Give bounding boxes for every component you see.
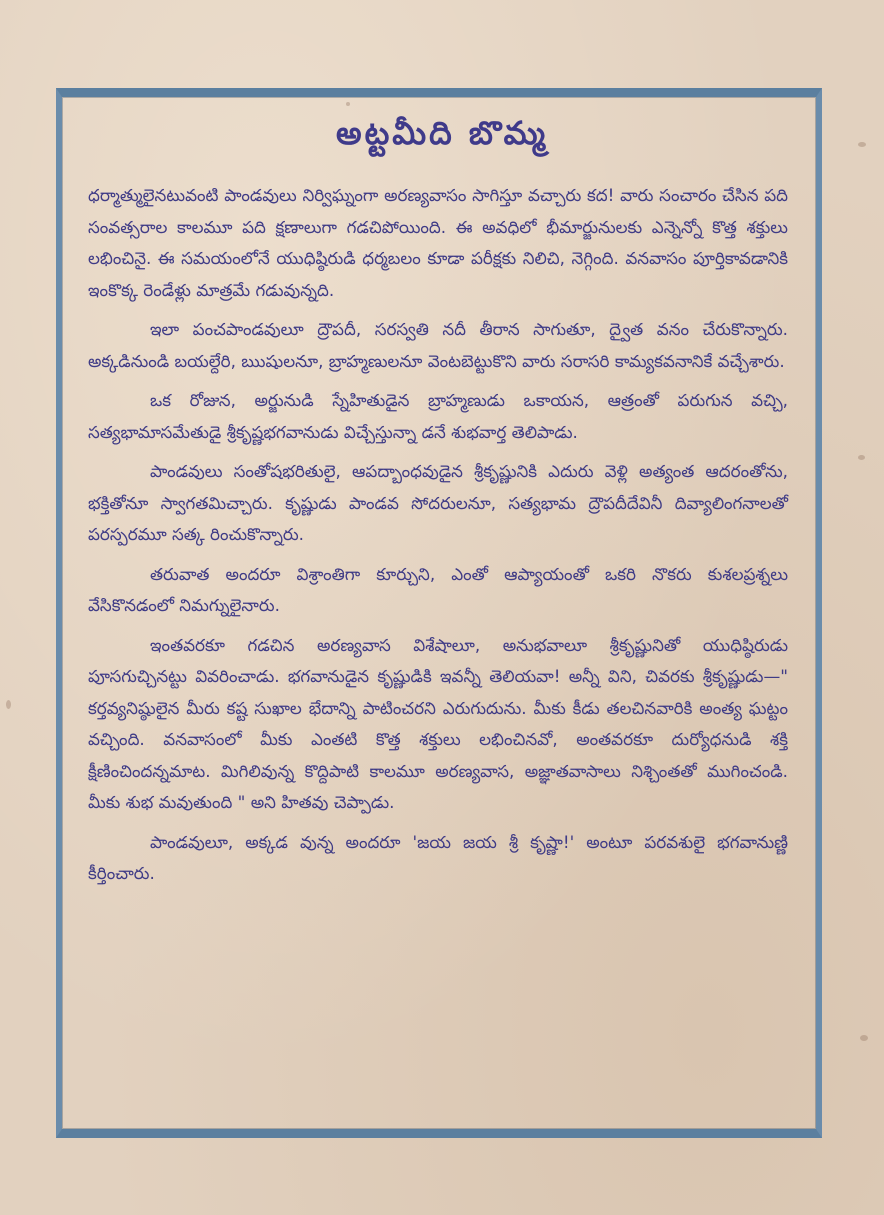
paragraph-2: ఇలా పంచపాండవులూ ద్రౌపదీ, సరస్వతి నదీ తీరాన సాగుతూ, ద్వైత వనం చేరుకొన్నారు. అక్కడినుండి బయల్దేరి, ఋషులనూ, బ్రాహ్మణులనూ వెంటబెట్టుకొని వారు సరాసరి కామ్యకవనానికే వచ్చేశారు. [88,319,788,371]
paper-speck [858,455,865,460]
paragraph-6: ఇంతవరకూ గడచిన అరణ్యవాస విశేషాలూ, అనుభవాలూ శ్రీకృష్ణునితో యుధిష్ఠిరుడు పూసగుచ్చినట్టు వివరించాడు. భగవానుడైన కృష్ణుడికి ఇవన్నీ తెలియవా! అన్నీ విని, చివరకు శ్రీకృష్ణుడు—" కర్తవ్యనిష్ఠులైన మీరు కష్ట సుఖాల భేదాన్ని పాటించరని ఎరుగుదును. మీకు కీడు తలచినవారికి అంత్య ఘట్టం వచ్చింది. వనవాసంలో మీకు ఎంతటి కొత్త శక్తులు లభించినవో, అంతవరకూ దుర్యోధనుడి శక్తి క్షీణించిందన్నమాట. మిగిలివున్న కొద్దిపాటి కాలమూ అరణ్యవాస, అజ్ఞాతవాసాలు నిశ్చింతతో ముగించండి. మీకు శుభ మవుతుంది " అని హితవు చెప్పాడు. [88,634,788,812]
paragraph-5: తరువాత అందరూ విశ్రాంతిగా కూర్చుని, ఎంతో ఆప్యాయంతో ఒకరి నొకరు కుశలప్రశ్నలు వేసికొనడంలో నిమగ్నులైనారు. [88,563,788,615]
paper-speck [6,700,11,709]
story-text [88,180,788,898]
paragraph-1: ధర్మాత్ములైనటువంటి పాండవులు నిర్విఘ్నంగా అరణ్యవాసం సాగిస్తూ వచ్చారు కద! వారు సంచారం చేసిన పది సంవత్సరాల కాలమూ పది క్షణాలుగా గడచిపోయింది. ఈ అవధిలో భీమార్జునులకు ఎన్నెన్నో కొత్త శక్తులు లభించినై. ఈ సమయంలోనే యుధిష్ఠిరుడి ధర్మబలం కూడా పరీక్షకు నిలిచి, నెగ్గింది. వనవాసం పూర్తికావడానికి ఇంకొక్క రెండేళ్లు మాత్రమే గడువున్నది. [88,185,788,300]
paragraph-3: ఒక రోజున, అర్జునుడి స్నేహితుడైన బ్రాహ్మణుడు ఒకాయన, ఆత్రంతో పరుగున వచ్చి, సత్యభామాసమేతుడై శ్రీకృష్ణభగవానుడు విచ్చేస్తున్నా డనే శుభవార్త తెలిపాడు. [88,390,788,442]
page-title: అట్టమీది బొమ్మ [336,114,548,152]
paragraph-7: పాండవులూ, అక్కడ వున్న అందరూ 'జయ జయ శ్రీ కృష్ణా!' అంటూ పరవశులై భగవానుణ్ణి కీర్తించారు. [88,831,788,883]
paragraph-4: పాండవులు సంతోషభరితులై, ఆపద్బాంధవుడైన శ్రీకృష్ణునికి ఎదురు వెళ్లి అత్యంత ఆదరంతోను, భక్తితోనూ స్వాగతమిచ్చారు. కృష్ణుడు పాండవ సోదరులనూ, సత్యభామ ద్రౌపదీదేవినీ దివ్యాలింగనాలతో పరస్పరమూ సత్క రించుకొన్నారు. [88,461,788,544]
paper-speck [860,1035,868,1041]
